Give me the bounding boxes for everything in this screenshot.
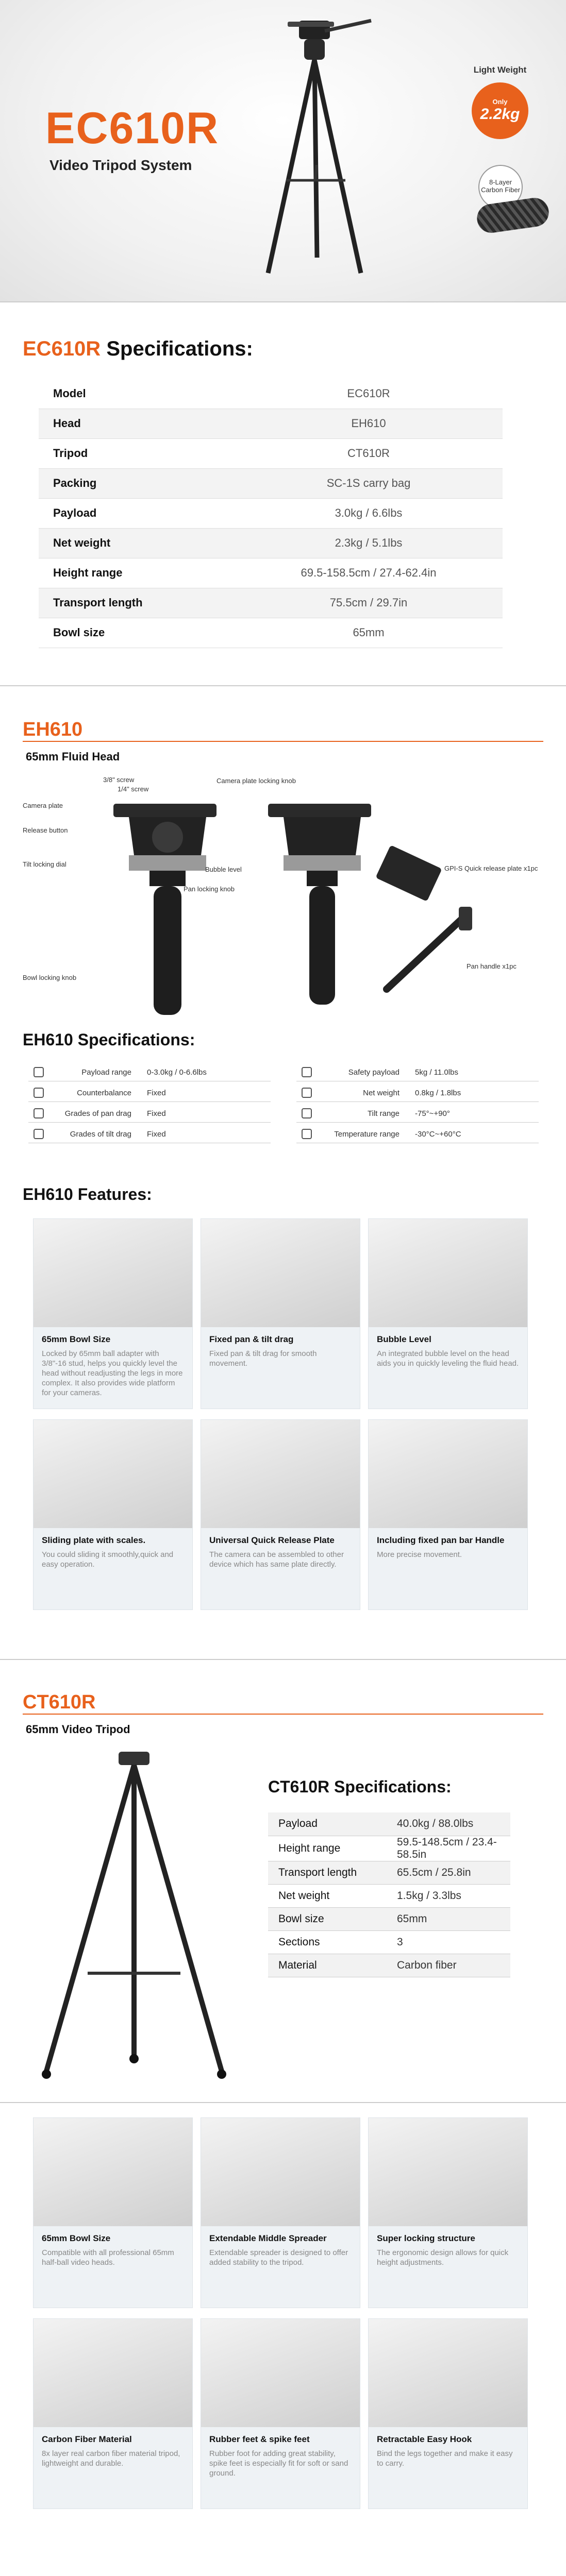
feature-image <box>34 1420 192 1528</box>
feature-image <box>201 2319 360 2427</box>
spec-name: Payload <box>39 498 235 528</box>
callout-38-screw: 3/8" screw <box>103 776 135 784</box>
spec-row <box>39 618 503 648</box>
eh-spec-name: Counterbalance <box>77 1089 131 1097</box>
spec-name: Transport length <box>268 1861 397 1884</box>
eh-title-rule <box>23 741 543 742</box>
spec-value: 65.5cm / 25.8in <box>397 1861 510 1884</box>
spec-name: Bowl size <box>268 1907 397 1930</box>
hero-title: EC610R <box>45 104 220 153</box>
ct-spec-heading <box>268 1777 452 1797</box>
light-weight-badge <box>472 65 528 139</box>
spec-name: Tripod <box>39 438 235 468</box>
feature-title: Retractable Easy Hook <box>377 2434 472 2444</box>
eh-subtitle: 65mm Fluid Head <box>26 750 120 763</box>
spec-name: Model <box>39 379 235 409</box>
feature-title: Carbon Fiber Material <box>42 2434 132 2444</box>
callout-gpi-plate: GPI-S Quick release plate x1pc <box>444 865 538 872</box>
feature-card <box>33 1218 193 1409</box>
feature-title: 65mm Bowl Size <box>42 1334 111 1344</box>
feature-card <box>368 1218 528 1409</box>
eh-spec-value: 0.8kg / 1.8lbs <box>415 1089 461 1097</box>
badge-only: Only <box>492 98 508 106</box>
feature-desc: 8x layer real carbon fiber material tripod, lightweight and durable. <box>42 2449 180 2468</box>
eh-spec-row <box>28 1126 271 1143</box>
callout-tilt-dial: Tilt locking dial <box>23 860 66 868</box>
spec-icon <box>302 1108 312 1118</box>
spec-name: Height range <box>268 1836 397 1861</box>
feature-title: Universal Quick Release Plate <box>209 1535 335 1545</box>
spec-value: SC-1S carry bag <box>235 468 503 498</box>
callout-bowl-knob: Bowl locking knob <box>23 974 77 981</box>
spec-value: 65mm <box>235 618 503 648</box>
spec-icon <box>34 1129 44 1139</box>
feature-image <box>34 1219 192 1327</box>
spec-row <box>39 438 503 468</box>
eh-spec-value: 5kg / 11.0lbs <box>415 1068 458 1077</box>
spec-value: 65mm <box>397 1907 510 1930</box>
eh-spec-name: Tilt range <box>368 1109 399 1118</box>
callout-pan-handle: Pan handle x1pc <box>467 962 517 970</box>
eh-spec-row <box>28 1084 271 1102</box>
feature-card <box>201 2318 360 2509</box>
feature-desc: You could sliding it smoothly,quick and easy operation. <box>42 1550 174 1569</box>
spec-row <box>268 1884 510 1907</box>
feature-desc: Bind the legs together and make it easy to carry. <box>377 2449 513 2468</box>
feature-title: Fixed pan & tilt drag <box>209 1334 294 1344</box>
divider <box>0 1659 566 1660</box>
spec-row <box>268 1954 510 1977</box>
eh-spec-row <box>28 1105 271 1123</box>
ct-subtitle: 65mm Video Tripod <box>26 1723 130 1736</box>
ct-spec-label: Specifications: <box>334 1777 452 1796</box>
ec-spec-table <box>39 379 503 648</box>
badge-heading: Light Weight <box>473 65 527 75</box>
callout-bubble-level: Bubble level <box>205 866 242 873</box>
feature-title: Extendable Middle Spreader <box>209 2233 327 2243</box>
ct-spec-model: CT610R <box>268 1777 330 1796</box>
spec-row <box>268 1930 510 1954</box>
feature-title: 65mm Bowl Size <box>42 2233 111 2243</box>
feature-image <box>369 2118 527 2226</box>
fluid-head-front-image <box>77 793 247 1030</box>
spec-row <box>268 1836 510 1861</box>
feature-desc: Fixed pan & tilt drag for smooth movement. <box>209 1349 317 1368</box>
spec-icon <box>34 1067 44 1077</box>
eh-spec-label: Specifications: <box>77 1030 195 1049</box>
divider <box>0 301 566 302</box>
divider <box>0 2102 566 2103</box>
feature-desc: The ergonomic design allows for quick height adjustments. <box>377 2248 509 2267</box>
spec-row <box>268 1907 510 1930</box>
divider <box>0 685 566 686</box>
feature-image <box>369 1219 527 1327</box>
eh-spec-name: Net weight <box>363 1089 399 1097</box>
spec-row <box>39 498 503 528</box>
ct-title-rule <box>23 1714 543 1715</box>
spec-row <box>268 1861 510 1884</box>
eh-spec-heading <box>23 1030 195 1049</box>
spec-icon <box>34 1088 44 1098</box>
spec-name: Net weight <box>39 528 235 558</box>
feature-image <box>201 1420 360 1528</box>
feature-title: Bubble Level <box>377 1334 431 1344</box>
spec-value: 2.3kg / 5.1lbs <box>235 528 503 558</box>
callout-plate-knob: Camera plate locking knob <box>217 777 296 785</box>
spec-icon <box>34 1108 44 1118</box>
spec-row <box>39 558 503 588</box>
eh-spec-model: EH610 <box>23 1030 73 1049</box>
spec-name: Height range <box>39 558 235 588</box>
ct-title <box>23 1691 96 1714</box>
spec-value: CT610R <box>235 438 503 468</box>
spec-value: 59.5-148.5cm / 23.4-58.5in <box>397 1836 510 1861</box>
feature-image <box>201 1219 360 1327</box>
feature-desc: More precise movement. <box>377 1550 462 1559</box>
spec-name: Packing <box>39 468 235 498</box>
spec-row <box>39 409 503 438</box>
feature-card <box>368 2117 528 2308</box>
spec-name: Head <box>39 409 235 438</box>
ec-spec-label: Specifications: <box>106 337 253 360</box>
eh-spec-value: Fixed <box>147 1130 166 1139</box>
eh-spec-row <box>296 1064 539 1081</box>
eh-spec-name: Payload range <box>81 1068 131 1077</box>
spec-row <box>39 588 503 618</box>
feature-title: Super locking structure <box>377 2233 475 2243</box>
badge-weight: 2.2kg <box>480 106 520 123</box>
feature-image <box>34 2319 192 2427</box>
eh-spec-row <box>28 1064 271 1081</box>
spec-value: 3.0kg / 6.6lbs <box>235 498 503 528</box>
eh-spec-row <box>296 1105 539 1123</box>
feature-desc: Rubber foot for adding great stability, spike feet is especially fit for soft or sand ground. <box>209 2449 348 2478</box>
feature-image <box>201 2118 360 2226</box>
feature-card <box>33 1419 193 1610</box>
eh-spec-value: 0-3.0kg / 0-6.6lbs <box>147 1068 207 1077</box>
ct-title-text: CT610R <box>23 1691 96 1713</box>
eh-features-model: EH610 <box>23 1185 73 1204</box>
feature-title: Including fixed pan bar Handle <box>377 1535 505 1545</box>
feature-card <box>368 1419 528 1610</box>
feature-desc: Locked by 65mm ball adapter with 3/8"-16 stud, helps you quickly level the head without readjusting the legs in more complex. It also provides wide platform for your cameras. <box>42 1349 183 1397</box>
ec-spec-heading <box>23 337 253 361</box>
spec-value: EC610R <box>235 379 503 409</box>
pan-handle-image <box>376 896 479 999</box>
spec-value: 75.5cm / 29.7in <box>235 588 503 618</box>
eh-title-text: EH610 <box>23 719 83 740</box>
ct-spec-table <box>268 1812 510 1977</box>
spec-name: Net weight <box>268 1884 397 1907</box>
spec-row <box>39 379 503 409</box>
spec-row <box>39 468 503 498</box>
callout-14-screw: 1/4" screw <box>118 785 149 793</box>
feature-title: Rubber feet & spike feet <box>209 2434 310 2444</box>
eh-spec-row <box>296 1084 539 1102</box>
callout-release-button: Release button <box>23 826 68 834</box>
callout-camera-plate: Camera plate <box>23 802 63 809</box>
spec-name: Material <box>268 1954 397 1977</box>
spec-value: 69.5-158.5cm / 27.4-62.4in <box>235 558 503 588</box>
eh-spec-value: -75°~+90° <box>415 1109 450 1118</box>
eh-spec-name: Safety payload <box>348 1068 399 1077</box>
eh-spec-row <box>296 1126 539 1143</box>
spec-name: Payload <box>268 1812 397 1836</box>
spec-row <box>39 528 503 558</box>
eh-spec-name: Grades of tilt drag <box>70 1130 131 1139</box>
feature-desc: The camera can be assembled to other device which has same plate directly. <box>209 1550 344 1569</box>
ct610r-tripod-image <box>26 1747 242 2087</box>
spec-row <box>268 1812 510 1836</box>
feature-card <box>201 2117 360 2308</box>
feature-title: Sliding plate with scales. <box>42 1535 146 1545</box>
hero-banner <box>0 0 566 301</box>
eh-spec-value: Fixed <box>147 1089 166 1097</box>
hero-subtitle: Video Tripod System <box>49 157 192 173</box>
spec-value: EH610 <box>235 409 503 438</box>
feature-image <box>369 1420 527 1528</box>
callout-pan-knob: Pan locking knob <box>184 885 235 893</box>
spec-value: 1.5kg / 3.3lbs <box>397 1884 510 1907</box>
carbon-fiber-label: 8-Layer Carbon Fiber <box>478 165 523 209</box>
eh-spec-name: Grades of pan drag <box>64 1109 131 1118</box>
feature-desc: Extendable spreader is designed to offer added stability to the tripod. <box>209 2248 348 2267</box>
spec-value: Carbon fiber <box>397 1954 510 1977</box>
spec-icon <box>302 1088 312 1098</box>
fluid-head-side-image <box>258 793 381 1015</box>
feature-card <box>33 2117 193 2308</box>
feature-image <box>34 2118 192 2226</box>
feature-card <box>33 2318 193 2509</box>
feature-desc: Compatible with all professional 65mm half-ball video heads. <box>42 2248 174 2267</box>
spec-icon <box>302 1067 312 1077</box>
ec-spec-model: EC610R <box>23 337 101 360</box>
feature-image <box>369 2319 527 2427</box>
eh-features-label: Features: <box>77 1185 152 1204</box>
spec-icon <box>302 1129 312 1139</box>
feature-desc: An integrated bubble level on the head aids you in quickly leveling the fluid head. <box>377 1349 519 1368</box>
eh-spec-value: Fixed <box>147 1109 166 1118</box>
spec-name: Transport length <box>39 588 235 618</box>
eh-spec-value: -30°C~+60°C <box>415 1130 461 1139</box>
feature-card <box>201 1218 360 1409</box>
spec-name: Sections <box>268 1930 397 1954</box>
tripod-system-image <box>227 10 402 283</box>
spec-value: 3 <box>397 1930 510 1954</box>
feature-card <box>201 1419 360 1610</box>
eh-title <box>23 719 82 741</box>
spec-name: Bowl size <box>39 618 235 648</box>
eh-spec-name: Temperature range <box>334 1130 399 1139</box>
feature-card <box>368 2318 528 2509</box>
eh-features-heading <box>23 1185 152 1204</box>
spec-value: 40.0kg / 88.0lbs <box>397 1812 510 1836</box>
